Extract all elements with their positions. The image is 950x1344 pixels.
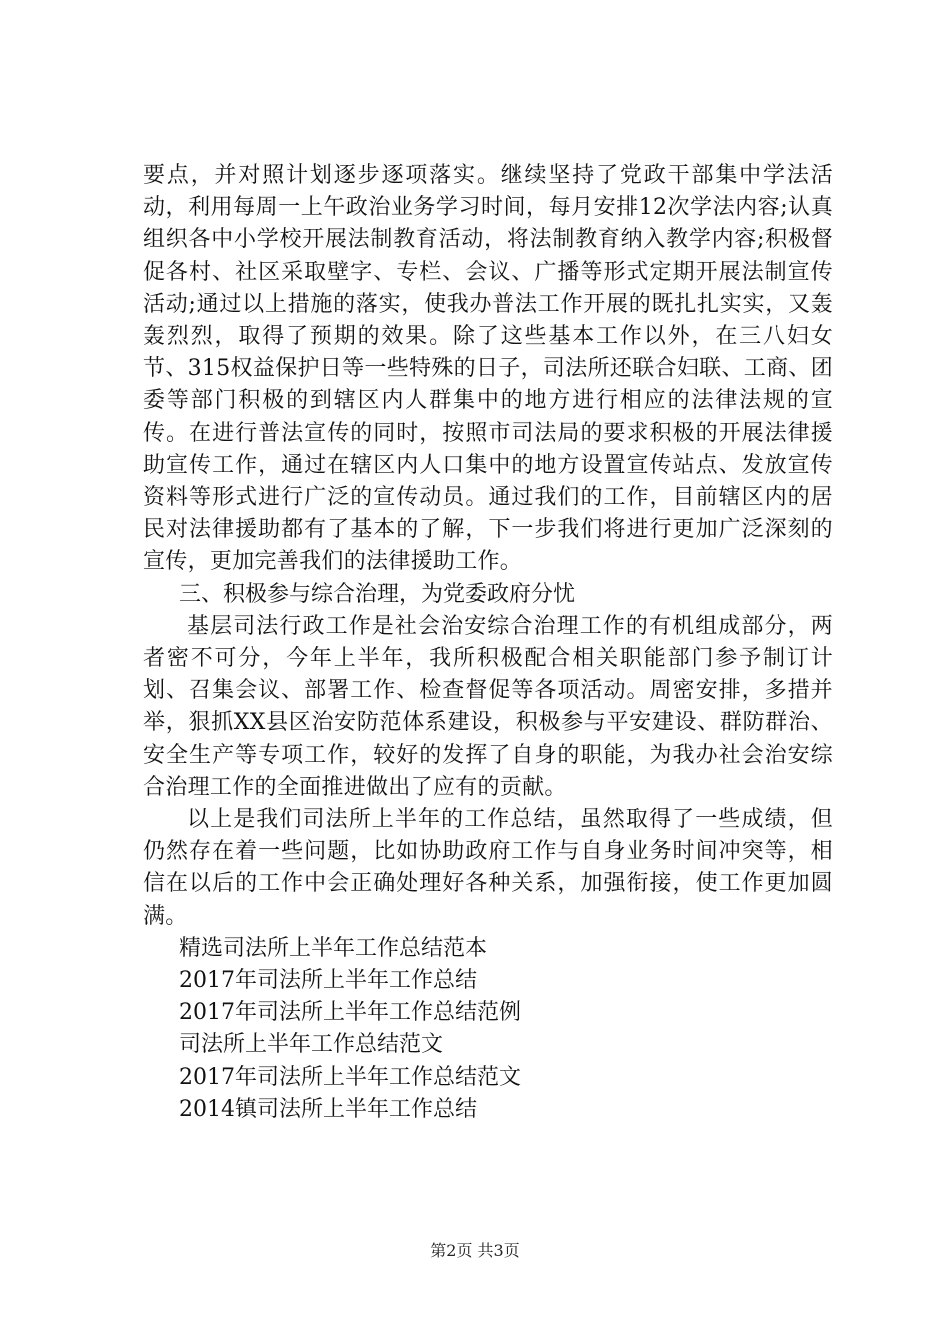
related-title: 2017年司法所上半年工作总结范文 — [179, 1064, 521, 1090]
related-title: 2017年司法所上半年工作总结范例 — [179, 1000, 521, 1026]
related-title: 精选司法所上半年工作总结范本 — [179, 935, 488, 961]
page-footer: 第2页 共3页 — [430, 1241, 520, 1260]
paragraph-governance-work: 基层司法行政工作是社会治安综合治理工作的有机组成部分，两者密不可分，今年上半年，我所积极配合相关职能部门参予制订计划、召集会议、部署工作、检查督促等各项活动。周密安排，多措并举，狠抓XX县区治安防范体系建设，积极参与平安建设、群防群治、安全生产等专项工作，较好的发挥了自身的职能，为我办社会治安综合治理工作的全面推进做出了应有的贡献。 — [143, 613, 833, 800]
paragraph-publicity-work: 要点，并对照计划逐步逐项落实。继续坚持了党政干部集中学法活动，利用每周一上午政治业务学习时间，每月安排12次学法内容;认真组织各中小学校开展法制教育活动，将法制教育纳入教学内容;积极督促各村、社区采取壁字、专栏、会议、广播等形式定期开展法制宣传活动;通过以上措施的落实，使我办普法工作开展的既扎扎实实，又轰轰烈烈，取得了预期的效果。除了这些基本工作以外，在三八妇女节、315权益保护日等一些特殊的日子，司法所还联合妇联、工商、团委等部门积极的到辖区内人群集中的地方进行相应的法律法规的宣传。在进行普法宣传的同时，按照市司法局的要求积极的开展法律援助宣传工作，通过在辖区内人口集中的地方设置宣传站点、发放宣传资料等形式进行广泛的宣传动员。通过我们的工作，目前辖区内的居民对法律援助都有了基本的了解，下一步我们将进行更加广泛深刻的宣传，更加完善我们的法律援助工作。 — [143, 163, 833, 575]
related-title: 2017年司法所上半年工作总结 — [179, 968, 477, 994]
document-body — [143, 160, 833, 1126]
paragraph-conclusion: 以上是我们司法所上半年的工作总结，虽然取得了一些成绩，但仍然存在着一些问题，比如协助政府工作与自身业务时间冲突等，相信在以后的工作中会正确处理好各种关系，加强衔接，使工作更加圆满。 — [143, 807, 833, 929]
related-titles-list — [143, 933, 833, 1126]
related-title: 2014镇司法所上半年工作总结 — [179, 1096, 477, 1122]
related-title: 司法所上半年工作总结范文 — [179, 1032, 444, 1058]
section-heading-comprehensive-governance: 三、积极参与综合治理，为党委政府分忧 — [179, 581, 576, 607]
